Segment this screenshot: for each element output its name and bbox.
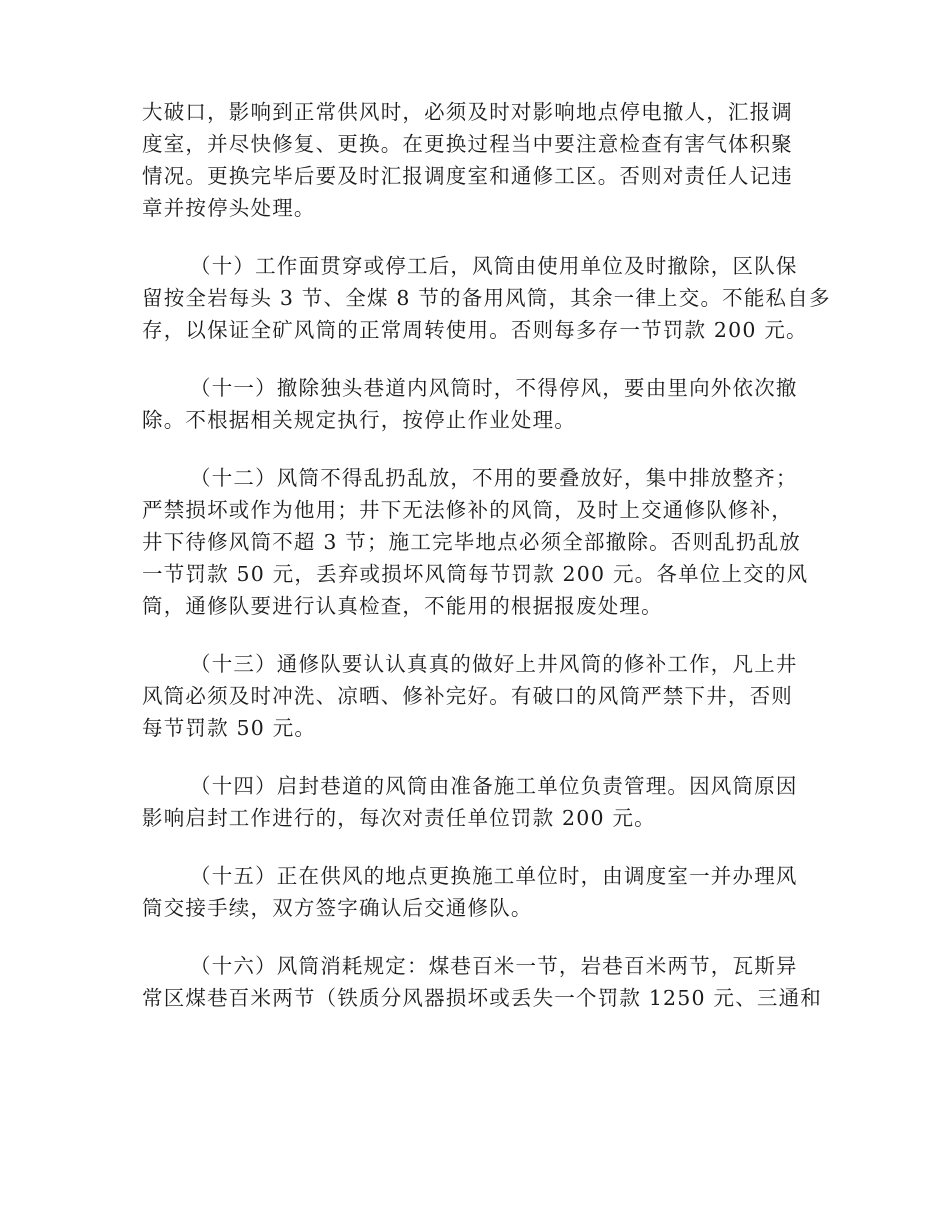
text-line: 章并按停头处理。 [142, 196, 316, 220]
paragraph-item-11 [142, 372, 812, 436]
document-body [142, 96, 831, 1040]
text-line: （十二）风筒不得乱扔乱放，不用的要叠放好，集中排放整齐； [190, 466, 798, 490]
text-line: （十三）通修队要认认真真的做好上井风筒的修补工作，凡上井 [190, 652, 798, 676]
paragraph-item-10 [142, 250, 831, 346]
text-line: 风筒必须及时冲洗、凉晒、修补完好。有破口的风筒严禁下井，否则 [142, 684, 793, 708]
text-line: （十四）启封巷道的风筒由准备施工单位负责管理。因风筒原因 [190, 774, 798, 798]
text-line: 严禁损坏或作为他用；井下无法修补的风筒，及时上交通修队修补， [142, 498, 793, 522]
text-line: 一节罚款 50 元，丢弃或损坏风筒每节罚款 200 元。各单位上交的风 [142, 562, 809, 586]
text-line: （十五）正在供风的地点更换施工单位时，由调度室一并办理风 [190, 864, 798, 888]
paragraph-item-13 [142, 648, 812, 744]
text-line: 筒交接手续，双方签字确认后交通修队。 [142, 896, 533, 920]
text-line: （十一）撤除独头巷道内风筒时，不得停风，要由里向外依次撤 [190, 376, 798, 400]
text-line: 井下待修风筒不超 3 节；施工完毕地点必须全部撤除。否则乱扔乱放 [142, 530, 801, 554]
text-line: 每节罚款 50 元。 [142, 716, 317, 740]
paragraph-item-14 [142, 770, 812, 834]
text-line: 常区煤巷百米两节（铁质分风器损坏或丢失一个罚款 1250 元、三通和 [142, 986, 823, 1010]
text-line: （十六）风筒消耗规定：煤巷百米一节，岩巷百米两节，瓦斯异 [190, 954, 798, 978]
paragraph-item-12 [142, 462, 812, 622]
text-line: 存，以保证全矿风筒的正常周转使用。否则每多存一节罚款 200 元。 [142, 318, 808, 342]
text-line: 除。不根据相关规定执行，按停止作业处理。 [142, 408, 576, 432]
paragraph-continuation [142, 96, 812, 224]
text-line: 留按全岩每头 3 节、全煤 8 节的备用风筒，其余一律上交。不能私自多 [142, 286, 831, 310]
text-line: 度室，并尽快修复、更换。在更换过程当中要注意检查有害气体积聚 [142, 132, 793, 156]
text-line: 影响启封工作进行的，每次对责任单位罚款 200 元。 [142, 806, 656, 830]
text-line: 大破口，影响到正常供风时，必须及时对影响地点停电撤人，汇报调 [142, 100, 793, 124]
text-line: 情况。更换完毕后要及时汇报调度室和通修工区。否则对责任人记违 [142, 164, 793, 188]
paragraph-item-15 [142, 860, 812, 924]
text-line: （十）工作面贯穿或停工后，风筒由使用单位及时撤除，区队保 [190, 254, 798, 278]
text-line: 筒，通修队要进行认真检查，不能用的根据报废处理。 [142, 594, 663, 618]
paragraph-item-16 [142, 950, 823, 1014]
